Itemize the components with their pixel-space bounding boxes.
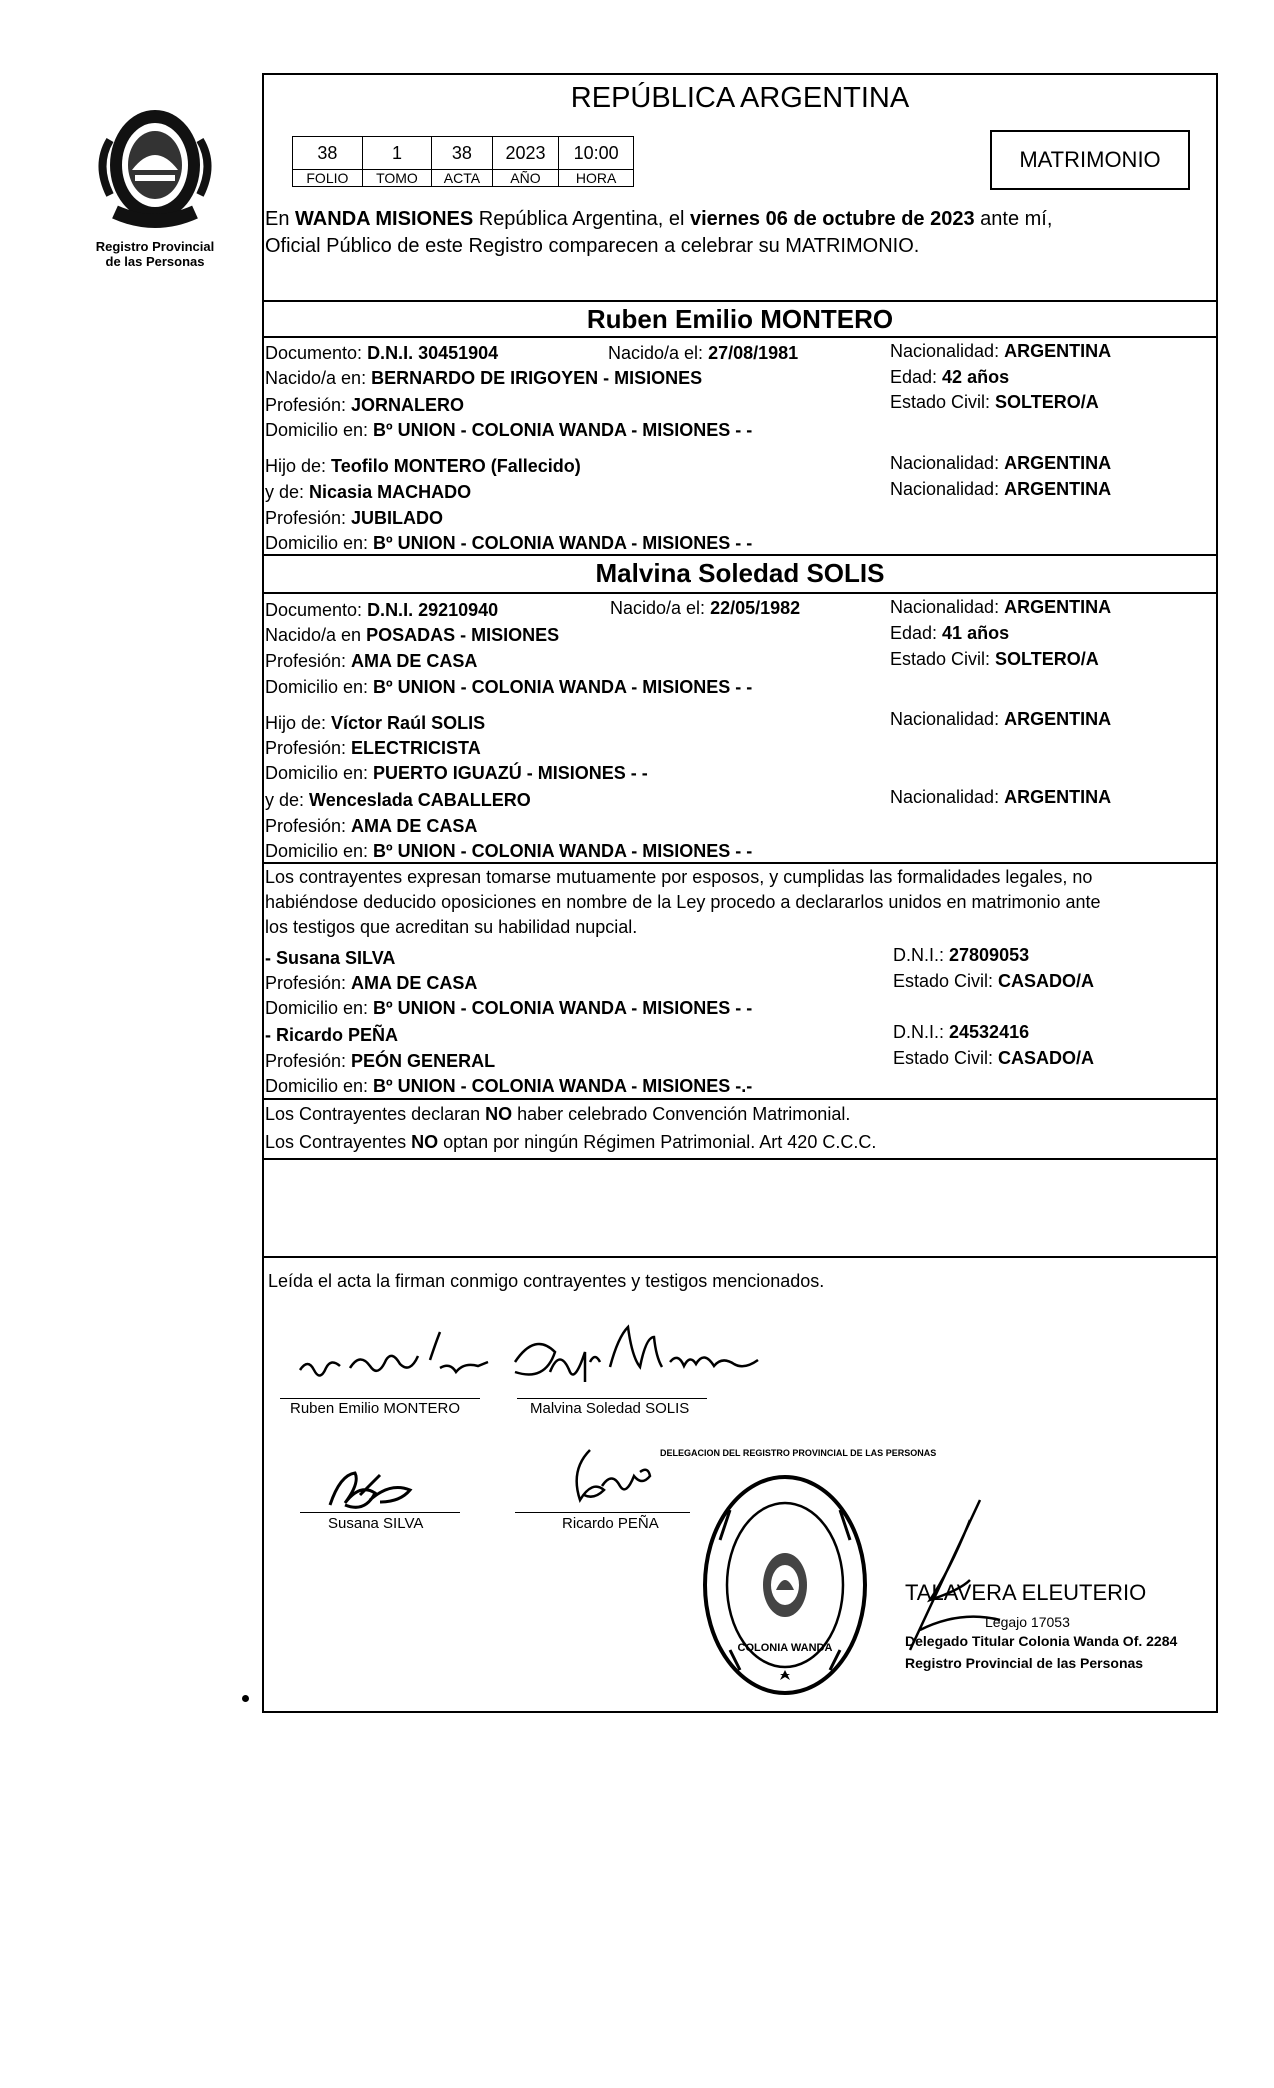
divider	[262, 554, 1218, 556]
c1-madre-profesion: Profesión: JUBILADO	[265, 508, 444, 528]
c1-edad: Edad: 42 años	[890, 367, 1010, 387]
c2-padre-nacionalidad: Nacionalidad: ARGENTINA	[890, 709, 1112, 729]
official-stamp	[660, 1448, 937, 1700]
signature-caption-silva: Susana SILVA	[328, 1515, 424, 1532]
c2-madre: y de: Wenceslada CABALLERO	[265, 790, 531, 810]
signature-pena-icon	[550, 1440, 670, 1520]
witness-1-dni: D.N.I.: 27809053	[893, 945, 1030, 965]
declaration-line-2: habiéndose deducido oposiciones en nombre de la Ley procedo a declararlos unidos en matrimonio ante	[265, 892, 1101, 912]
c1-padre: Hijo de: Teofilo MONTERO (Fallecido)	[265, 456, 581, 476]
bullet-dot	[242, 1695, 249, 1702]
contrayente-2-name: Malvina Soledad SOLIS	[595, 558, 885, 588]
tomo-value: 1	[362, 137, 431, 170]
c1-madre-domicilio: Domicilio en: Bº UNION - COLONIA WANDA - MISIONES - -	[265, 533, 753, 553]
divider	[262, 1256, 1218, 1258]
folio-label: FOLIO	[293, 170, 363, 187]
c1-documento: Documento: D.N.I. 30451904	[265, 343, 499, 363]
c2-nacido-el: Nacido/a el: 22/05/1982	[610, 598, 801, 618]
official-organization: Registro Provincial de las Personas	[905, 1655, 1144, 1671]
signature-caption-solis: Malvina Soledad SOLIS	[530, 1400, 690, 1417]
c2-nacido-en: Nacido/a en POSADAS - MISIONES	[265, 625, 560, 645]
convention-line-2: Los Contrayentes NO optan por ningún Régimen Patrimonial. Art 420 C.C.C.	[265, 1132, 877, 1152]
c1-estado-civil: Estado Civil: SOLTERO/A	[890, 392, 1099, 412]
matrimonio-badge: MATRIMONIO	[990, 130, 1190, 190]
signature-montero-icon	[280, 1330, 510, 1400]
c1-nacido-el: Nacido/a el: 27/08/1981	[608, 343, 799, 363]
witness-2-profesion: Profesión: PEÓN GENERAL	[265, 1051, 496, 1071]
divider	[262, 1158, 1218, 1160]
c2-estado-civil: Estado Civil: SOLTERO/A	[890, 649, 1099, 669]
c2-edad: Edad: 41 años	[890, 623, 1010, 643]
anio-value: 2023	[492, 137, 559, 170]
c1-profesion: Profesión: JORNALERO	[265, 395, 465, 415]
divider	[262, 1098, 1218, 1100]
signature-intro: Leída el acta la firman conmigo contrayentes y testigos mencionados.	[268, 1271, 825, 1291]
c1-nacido-en: Nacido/a en: BERNARDO DE IRIGOYEN - MISIONES	[265, 368, 703, 388]
c2-madre-profesion: Profesión: AMA DE CASA	[265, 816, 478, 836]
c1-nacionalidad: Nacionalidad: ARGENTINA	[890, 341, 1112, 361]
hora-label: HORA	[559, 170, 634, 187]
signature-caption-montero: Ruben Emilio MONTERO	[290, 1400, 461, 1417]
acta-label: ACTA	[432, 170, 493, 187]
c2-documento: Documento: D.N.I. 29210940	[265, 600, 499, 620]
logo-caption-2: de las Personas	[105, 254, 205, 269]
witness-1-profesion: Profesión: AMA DE CASA	[265, 973, 478, 993]
c2-domicilio: Domicilio en: Bº UNION - COLONIA WANDA - MISIONES - -	[265, 677, 753, 697]
declaration-line-3: los testigos que acreditan su habilidad nupcial.	[265, 917, 638, 937]
contrayente-1-name: Ruben Emilio MONTERO	[586, 304, 894, 334]
anio-label: AÑO	[492, 170, 559, 187]
provincial-logo	[80, 100, 230, 270]
acta-value: 38	[432, 137, 493, 170]
c2-padre: Hijo de: Víctor Raúl SOLIS	[265, 713, 486, 733]
delegation-stamp-icon	[700, 1470, 870, 1700]
c1-madre: y de: Nicasia MACHADO	[265, 482, 472, 502]
document-title: REPÚBLICA ARGENTINA	[570, 82, 910, 114]
c1-madre-nacionalidad: Nacionalidad: ARGENTINA	[890, 479, 1112, 499]
c2-madre-domicilio: Domicilio en: Bº UNION - COLONIA WANDA - MISIONES - -	[265, 841, 753, 861]
hora-value: 10:00	[559, 137, 634, 170]
c2-nacionalidad: Nacionalidad: ARGENTINA	[890, 597, 1112, 617]
provincial-seal-icon	[80, 100, 230, 230]
official-cargo: Delegado Titular Colonia Wanda Of. 2284	[905, 1633, 1178, 1649]
intro-line-1: En WANDA MISIONES República Argentina, el viernes 06 de octubre de 2023 ante mí,	[265, 208, 1053, 230]
c2-madre-nacionalidad: Nacionalidad: ARGENTINA	[890, 787, 1112, 807]
convention-line-1: Los Contrayentes declaran NO haber celebrado Convención Matrimonial.	[265, 1104, 851, 1124]
official-legajo: Legajo 17053	[985, 1614, 1070, 1630]
signature-solis-icon	[505, 1322, 785, 1397]
stamp-inner-text: COLONIA WANDA	[737, 1642, 833, 1654]
logo-caption-1: Registro Provincial	[95, 239, 215, 254]
signature-line	[300, 1512, 460, 1513]
folio-value: 38	[293, 137, 363, 170]
signature-caption-pena: Ricardo PEÑA	[562, 1515, 659, 1532]
signature-line	[517, 1398, 707, 1399]
official-name: TALAVERA ELEUTERIO	[905, 1580, 1147, 1605]
c2-padre-profesion: Profesión: ELECTRICISTA	[265, 738, 481, 758]
divider	[262, 592, 1218, 594]
c1-padre-nacionalidad: Nacionalidad: ARGENTINA	[890, 453, 1112, 473]
signature-line	[515, 1512, 690, 1513]
witness-2-dni: D.N.I.: 24532416	[893, 1022, 1030, 1042]
witness-2-domicilio: Domicilio en: Bº UNION - COLONIA WANDA - MISIONES -.-	[265, 1076, 753, 1096]
divider	[262, 300, 1218, 302]
witness-1-domicilio: Domicilio en: Bº UNION - COLONIA WANDA - MISIONES - -	[265, 998, 753, 1018]
stamp-ring-text: DELEGACION DEL REGISTRO PROVINCIAL DE LAS PERSONAS	[660, 1448, 937, 1458]
witness-2-name: - Ricardo PEÑA	[265, 1025, 399, 1045]
divider	[262, 862, 1218, 864]
intro-line-2: Oficial Público de este Registro comparecen a celebrar su MATRIMONIO.	[265, 235, 920, 257]
tomo-label: TOMO	[362, 170, 431, 187]
witness-2-estado-civil: Estado Civil: CASADO/A	[893, 1048, 1095, 1068]
witness-1-name: - Susana SILVA	[265, 948, 396, 968]
witness-1-estado-civil: Estado Civil: CASADO/A	[893, 971, 1095, 991]
c2-padre-domicilio: Domicilio en: PUERTO IGUAZÚ - MISIONES - -	[265, 763, 648, 783]
c1-domicilio: Domicilio en: Bº UNION - COLONIA WANDA - MISIONES - -	[265, 420, 753, 440]
c2-profesion: Profesión: AMA DE CASA	[265, 651, 478, 671]
signature-line	[280, 1398, 480, 1399]
divider	[262, 336, 1218, 338]
registry-meta-table	[292, 136, 634, 187]
declaration-line-1: Los contrayentes expresan tomarse mutuamente por esposos, y cumplidas las formalidades legales, no	[265, 867, 1093, 887]
